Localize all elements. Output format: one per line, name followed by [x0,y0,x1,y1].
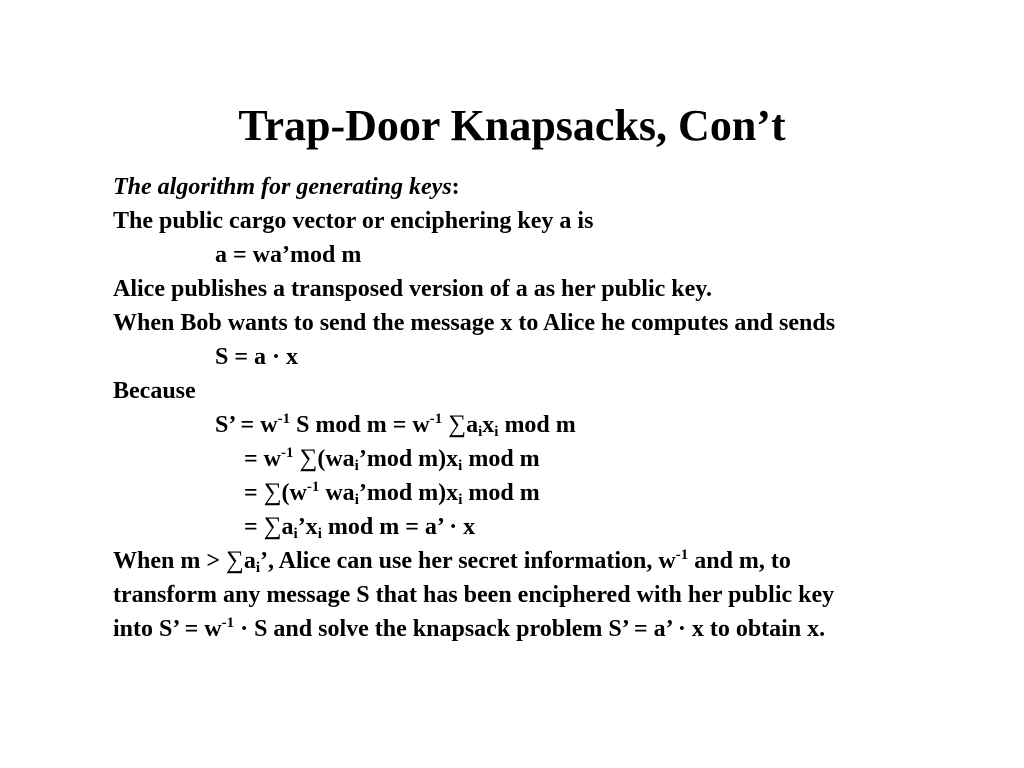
text: a [466,412,479,438]
line-derivation-1 [113,408,1013,442]
text: S mod m = w [290,412,430,438]
sigma-symbol: ∑ [299,445,318,472]
superscript: -1 [221,615,235,631]
text: ’, Alice can use her secret information, w [260,548,676,574]
line-public-cargo-vector: The public cargo vector or enciphering key a is [113,208,594,234]
algorithm-heading-colon: : [451,174,460,200]
line-transform-message: transform any message S that has been enciphered with her public key [113,582,835,608]
sigma-symbol: ∑ [263,479,282,506]
subscript: i [293,526,298,542]
text: a [243,548,256,574]
sigma-symbol: ∑ [226,547,244,574]
text: S’ = w [215,412,278,438]
text: mod m [462,446,540,472]
text: mod m [462,480,540,506]
line-derivation-4 [113,510,1013,544]
line-bob-sends: When Bob wants to send the message x to Alice he computes and sends [113,310,836,336]
superscript: -1 [277,411,291,427]
slide-title: Trap-Door Knapsacks, Con’t [238,101,786,150]
subscript: i [478,424,483,440]
text: mod m [498,412,576,438]
text: = w [244,446,282,472]
text: (w [281,480,307,506]
algorithm-heading-text: The algorithm for generating keys [113,174,452,200]
sigma-symbol: ∑ [263,513,282,540]
line-derivation-2 [113,442,1013,476]
line-when-m-greater [113,544,1013,578]
subscript: i [354,458,359,474]
line-algorithm-heading [113,170,1013,204]
superscript: -1 [429,411,443,427]
superscript: -1 [675,547,689,563]
slide-body [113,170,1013,646]
line-equation-s: S = a · x [215,344,299,370]
text: wa [319,480,355,506]
line-solve-knapsack [113,612,1013,646]
text: = [244,514,264,540]
text: ’mod m)x [358,480,459,506]
text: x [482,412,495,438]
text: ’x [297,514,318,540]
text: mod m = a’ · x [321,514,476,540]
subscript: i [458,492,463,508]
superscript: -1 [281,445,294,461]
line-equation-a: a = wa’mod m [215,242,362,268]
text: = [244,480,264,506]
subscript: i [317,526,322,542]
line-because: Because [113,378,196,404]
text: ’mod m)x [358,446,459,472]
text: (wa [317,446,355,472]
line-derivation-3 [113,476,1013,510]
text: · S and solve the knapsack problem S’ = a’ · x to obtain x. [234,616,826,642]
subscript: i [255,560,261,576]
text: into S’ = w [113,616,222,642]
subscript: i [458,458,463,474]
superscript: -1 [306,479,320,495]
subscript: i [354,492,359,508]
text: a [281,514,294,540]
text: and m, to [688,548,791,574]
text: When m > [113,548,227,574]
subscript: i [494,424,499,440]
sigma-symbol: ∑ [448,411,467,438]
line-alice-publishes: Alice publishes a transposed version of a as her public key. [113,276,712,302]
